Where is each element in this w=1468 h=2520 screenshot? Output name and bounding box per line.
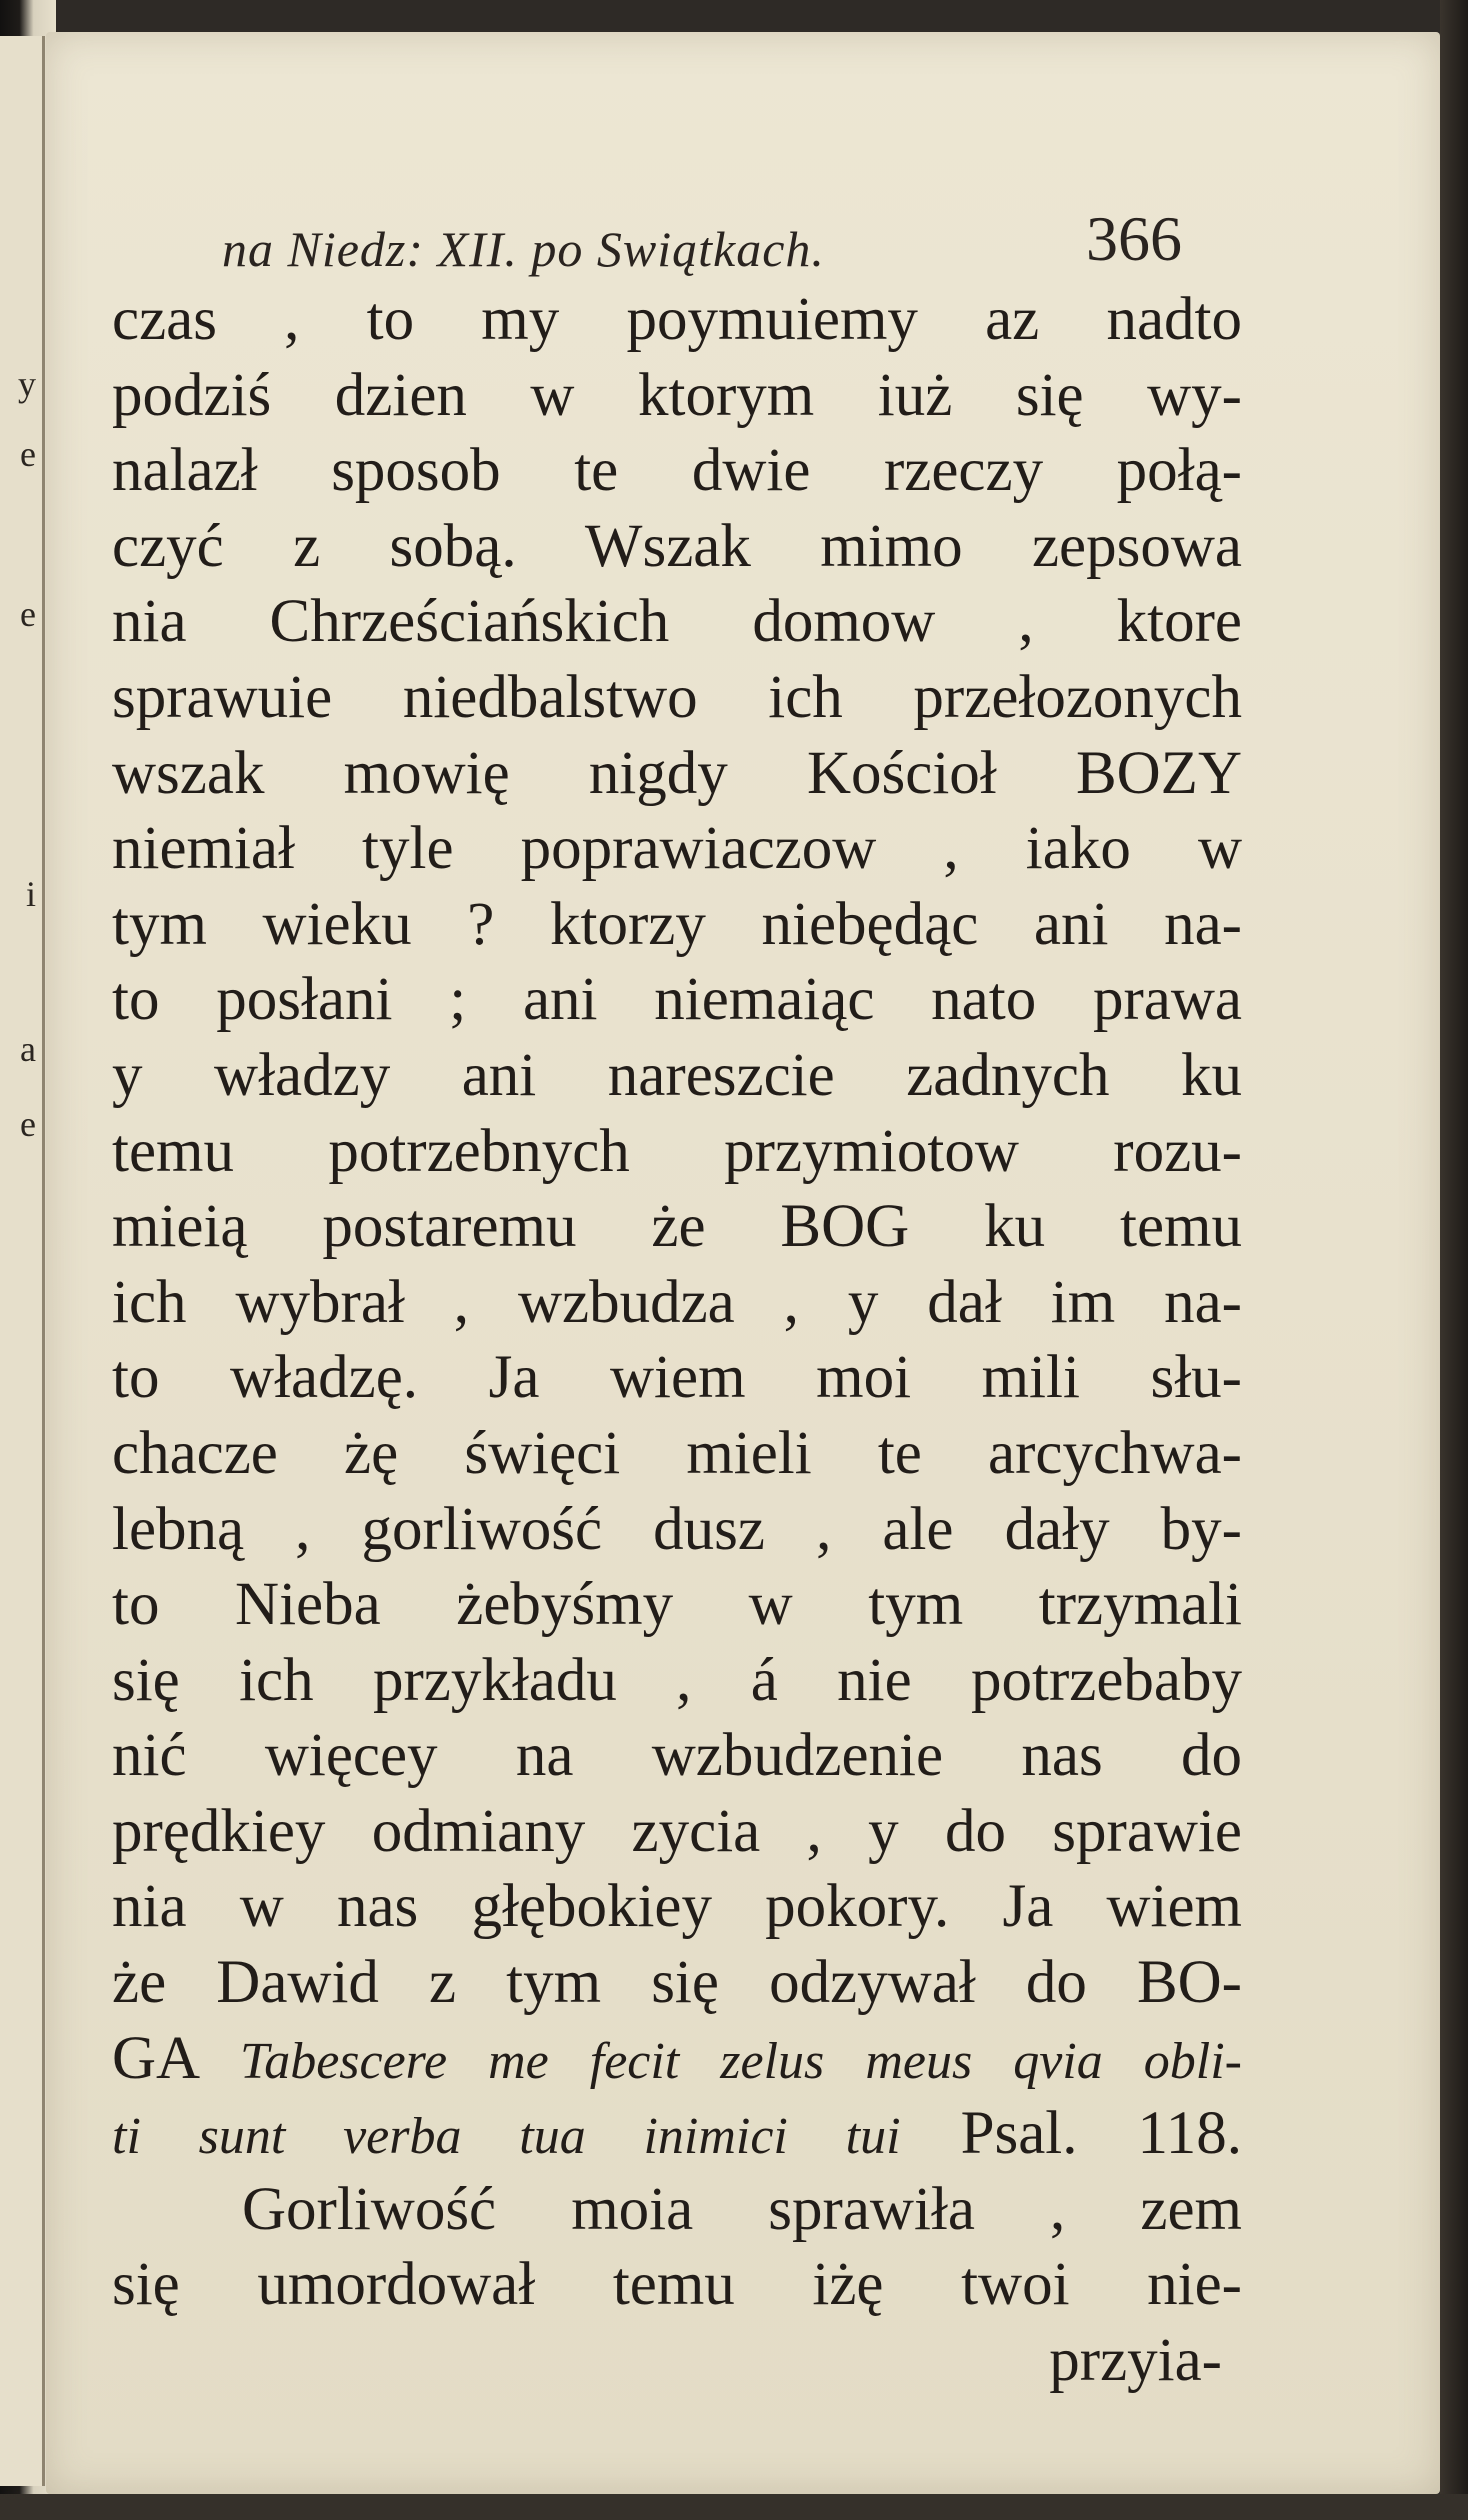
text-line: czyć z sobą. Wszak mimo zepsowa xyxy=(112,512,1242,580)
text-line: nia Chrześciańskich domow , ktore xyxy=(112,588,1242,656)
text-line: wszak mowię nigdy Kościoł BOZY xyxy=(112,739,1242,807)
text-line: się umordował temu iżę twoi nie- xyxy=(112,2251,1242,2319)
book-page xyxy=(46,32,1440,2494)
bleed-char: y xyxy=(18,364,36,404)
text-line: podziś dzien w ktorym iuż się wy- xyxy=(112,361,1242,429)
text-line: Gorliwość moia sprawiła , zem xyxy=(242,2175,1242,2243)
catchword: przyia- xyxy=(1049,2327,1222,2395)
text-line: prędkiey odmiany zycia , y do sprawie xyxy=(112,1797,1242,1865)
latin-quote-italic: Tabescere me fecit zelus meus qvia obli- xyxy=(240,2032,1242,2090)
text-line: niemiał tyle poprawiaczow , iako w xyxy=(112,815,1242,883)
psalm-reference: Psal. 118. xyxy=(960,2100,1242,2168)
page-body xyxy=(112,282,1242,2399)
bottom-edge-shadow xyxy=(0,2494,1468,2520)
bleed-char: a xyxy=(20,1029,36,1069)
text-line: temu potrzebnych przymiotow rozu- xyxy=(112,1117,1242,1185)
text-line: nia w nas głębokiey pokory. Ja wiem xyxy=(112,1873,1242,1941)
text-line: to Nieba żebyśmy w tym trzymali xyxy=(112,1571,1242,1639)
text-line: to władzę. Ja wiem moi mili słu- xyxy=(112,1344,1242,1412)
bleed-char: e xyxy=(20,594,36,634)
text-line: tym wieku ? ktorzy niebędąc ani na- xyxy=(112,890,1242,958)
text-line: że Dawid z tym się odzywał do BO- xyxy=(112,1949,1242,2017)
text-line: nić więcey na wzbudzenie nas do xyxy=(112,1722,1242,1790)
text-line: czas , to my poymuiemy az nadto xyxy=(112,286,1242,353)
facing-page-edge xyxy=(0,36,45,2486)
latin-quote-line xyxy=(112,2021,1242,2097)
latin-quote-italic: ti sunt verba tua inimici tui xyxy=(112,2108,901,2166)
page-header xyxy=(222,182,1182,277)
bleed-char: e xyxy=(20,1104,36,1144)
bleed-char: e xyxy=(20,434,36,474)
text-line: lebną , gorliwość dusz , ale dały by- xyxy=(112,1495,1242,1563)
text-line: to posłani ; ani niemaiąc nato prawa xyxy=(112,966,1242,1034)
text-line: y władzy ani nareszcie zadnych ku xyxy=(112,1041,1242,1109)
text-line: mieią postaremu że BOG ku temu xyxy=(112,1193,1242,1261)
page-edge-shadow xyxy=(1440,0,1468,2520)
text-line: chacze żę święci mieli te arcychwa- xyxy=(112,1419,1242,1487)
bleed-char: i xyxy=(25,874,36,914)
page-number: 366 xyxy=(1086,203,1182,274)
text-line: nalazł sposob te dwie rzeczy połą- xyxy=(112,437,1242,505)
latin-quote-line xyxy=(112,2096,1242,2172)
text-line: ich wybrał , wzbudza , y dał im na- xyxy=(112,1268,1242,1336)
text-line: sprawuie niedbalstwo ich przełozonych xyxy=(112,663,1242,731)
text-line: się ich przykładu , á nie potrzebaby xyxy=(112,1646,1242,1714)
running-title: na Niedz: XII. po Swiątkach. xyxy=(222,221,825,277)
latin-quote-roman: GA xyxy=(112,2024,197,2092)
